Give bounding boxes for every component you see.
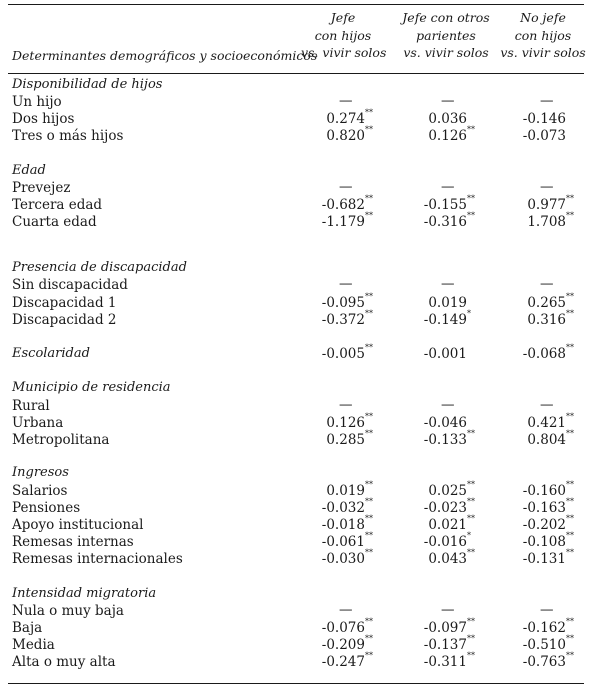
reference-dash: — bbox=[339, 179, 353, 195]
coefficient-value: 0.285 bbox=[326, 432, 365, 448]
group-heading bbox=[0, 380, 595, 397]
column-header-line: con hijos bbox=[514, 27, 572, 43]
group-label: Presencia de discapacidad bbox=[12, 260, 187, 275]
significance-marker: ** bbox=[467, 194, 475, 203]
row-label: Alta o muy alta bbox=[12, 654, 116, 670]
column-header-line: con hijos bbox=[314, 27, 372, 43]
column-header-line: Jefe bbox=[330, 10, 356, 25]
coefficient-value: 0.804 bbox=[527, 432, 566, 448]
significance-marker: ** bbox=[566, 514, 574, 523]
significance-marker: ** bbox=[467, 548, 475, 557]
coefficient-value: 0.316 bbox=[527, 312, 566, 328]
bottom-rule bbox=[8, 683, 584, 684]
significance-marker: ** bbox=[566, 292, 574, 301]
row-label: Apoyo institucional bbox=[12, 517, 144, 533]
row-label: Discapacidad 1 bbox=[12, 295, 117, 311]
significance-marker: ** bbox=[365, 412, 373, 421]
reference-dash: — bbox=[540, 602, 554, 618]
coefficient-value: -0.023 bbox=[423, 500, 467, 516]
row-label: Urbana bbox=[12, 415, 64, 431]
row-label: Remesas internas bbox=[12, 534, 134, 550]
group-heading bbox=[0, 77, 595, 94]
reference-dash: — bbox=[339, 276, 353, 292]
significance-marker: ** bbox=[467, 125, 475, 134]
column-header-2 bbox=[398, 9, 494, 62]
coefficient-value: -0.046 bbox=[423, 415, 467, 431]
table-row bbox=[0, 125, 595, 145]
table-row bbox=[0, 617, 595, 637]
significance-marker: ** bbox=[566, 194, 574, 203]
significance-marker: ** bbox=[365, 651, 373, 660]
group-heading bbox=[0, 163, 595, 180]
significance-marker: ** bbox=[566, 412, 574, 421]
significance-marker: ** bbox=[566, 617, 574, 626]
reference-dash: — bbox=[339, 93, 353, 109]
row-label: Sin discapacidad bbox=[12, 277, 128, 293]
table-row bbox=[0, 309, 595, 329]
significance-marker: ** bbox=[467, 211, 475, 220]
table-row bbox=[0, 429, 595, 449]
significance-marker: ** bbox=[566, 343, 574, 352]
table-row bbox=[0, 292, 595, 312]
significance-marker: ** bbox=[566, 309, 574, 318]
table-row bbox=[0, 634, 595, 654]
significance-marker: ** bbox=[365, 343, 373, 352]
group-heading bbox=[0, 465, 595, 482]
column-header-line: vs. vivir solos bbox=[301, 45, 387, 60]
coefficient-value: -0.202 bbox=[522, 517, 566, 533]
significance-marker: ** bbox=[566, 480, 574, 489]
table-row bbox=[0, 194, 595, 214]
reference-dash: — bbox=[540, 397, 554, 413]
table-row bbox=[0, 277, 595, 294]
significance-marker: ** bbox=[365, 429, 373, 438]
significance-marker: ** bbox=[365, 497, 373, 506]
coefficient-value: -0.311 bbox=[423, 654, 467, 670]
row-label: Metropolitana bbox=[12, 432, 110, 448]
group-label: Disponibilidad de hijos bbox=[12, 77, 163, 92]
significance-marker: ** bbox=[365, 480, 373, 489]
table-row bbox=[0, 497, 595, 517]
row-label: Nula o muy baja bbox=[12, 603, 124, 619]
significance-marker: ** bbox=[566, 651, 574, 660]
significance-marker: ** bbox=[365, 514, 373, 523]
column-header-3 bbox=[497, 9, 589, 62]
group-label: Municipio de residencia bbox=[12, 380, 171, 395]
table-row bbox=[0, 603, 595, 620]
reference-dash: — bbox=[441, 397, 455, 413]
significance-marker: ** bbox=[365, 617, 373, 626]
column-header-line: vs. vivir solos bbox=[500, 45, 586, 60]
top-rule bbox=[8, 4, 584, 5]
coefficient-value: -0.155 bbox=[423, 197, 467, 213]
row-label: Tercera edad bbox=[12, 197, 103, 213]
significance-marker: ** bbox=[566, 531, 574, 540]
row-label: Rural bbox=[12, 398, 50, 414]
reference-dash: — bbox=[441, 179, 455, 195]
group-label: Ingresos bbox=[12, 465, 69, 480]
table-row bbox=[0, 548, 595, 568]
group-label: Escolaridad bbox=[12, 346, 90, 361]
significance-marker: ** bbox=[365, 194, 373, 203]
coefficient-value: -1.179 bbox=[321, 214, 365, 230]
coefficient-value: -0.095 bbox=[321, 295, 365, 311]
coefficient-value: -0.032 bbox=[321, 500, 365, 516]
significance-marker: ** bbox=[566, 211, 574, 220]
row-label: Salarios bbox=[12, 483, 68, 499]
coefficient-value: -0.163 bbox=[522, 500, 566, 516]
reference-dash: — bbox=[540, 276, 554, 292]
row-label: Remesas internacionales bbox=[12, 551, 183, 567]
coefficient-value: -0.030 bbox=[321, 551, 365, 567]
significance-marker: ** bbox=[365, 292, 373, 301]
coefficient-value: 0.820 bbox=[326, 128, 365, 144]
coefficient-value: 0.421 bbox=[527, 415, 566, 431]
significance-marker: ** bbox=[365, 548, 373, 557]
row-label: Media bbox=[12, 637, 55, 653]
group-label: Intensidad migratoria bbox=[12, 586, 157, 601]
coefficient-value: -0.247 bbox=[321, 654, 365, 670]
row-label: Discapacidad 2 bbox=[12, 312, 117, 328]
reference-dash: — bbox=[441, 276, 455, 292]
coefficient-value: 0.025 bbox=[428, 483, 467, 499]
significance-marker: ** bbox=[566, 634, 574, 643]
table-row bbox=[0, 412, 595, 432]
table-row bbox=[0, 480, 595, 500]
coefficient-value: 0.036 bbox=[428, 111, 467, 127]
group-label: Edad bbox=[12, 163, 46, 178]
reference-dash: — bbox=[339, 602, 353, 618]
coefficient-value: -0.209 bbox=[321, 637, 365, 653]
coefficient-value: 0.126 bbox=[428, 128, 467, 144]
significance-marker: ** bbox=[467, 480, 475, 489]
coefficient-value: -0.005 bbox=[321, 346, 365, 362]
coefficient-value: 1.708 bbox=[527, 214, 566, 230]
table-row bbox=[0, 108, 595, 128]
significance-marker: * bbox=[467, 531, 471, 540]
coefficient-value: -0.108 bbox=[522, 534, 566, 550]
coefficient-value: 0.977 bbox=[527, 197, 566, 213]
significance-marker: ** bbox=[467, 497, 475, 506]
significance-marker: ** bbox=[365, 309, 373, 318]
coefficient-value: -0.001 bbox=[423, 346, 467, 362]
coefficient-value: -0.061 bbox=[321, 534, 365, 550]
significance-marker: ** bbox=[365, 531, 373, 540]
significance-marker: ** bbox=[566, 497, 574, 506]
row-label: Un hijo bbox=[12, 94, 62, 110]
coefficient-value: -0.016 bbox=[423, 534, 467, 550]
coefficient-value: -0.160 bbox=[522, 483, 566, 499]
coefficient-value: -0.133 bbox=[423, 432, 467, 448]
significance-marker: ** bbox=[365, 211, 373, 220]
table-row bbox=[0, 651, 595, 671]
row-header-label: Determinantes demográficos y socioeconómicos bbox=[12, 48, 318, 63]
table-row bbox=[0, 94, 595, 111]
coefficient-value: -0.682 bbox=[321, 197, 365, 213]
coefficient-value: -0.073 bbox=[522, 128, 566, 144]
coefficient-value: -0.076 bbox=[321, 620, 365, 636]
coefficient-value: -0.146 bbox=[522, 111, 566, 127]
row-label: Pensiones bbox=[12, 500, 81, 516]
reference-dash: — bbox=[540, 93, 554, 109]
coefficient-value: -0.097 bbox=[423, 620, 467, 636]
significance-marker: ** bbox=[467, 651, 475, 660]
coefficient-value: 0.274 bbox=[326, 111, 365, 127]
reference-dash: — bbox=[441, 93, 455, 109]
coefficient-value: -0.131 bbox=[522, 551, 566, 567]
coefficient-value: -0.018 bbox=[321, 517, 365, 533]
coefficient-value: 0.043 bbox=[428, 551, 467, 567]
group-heading bbox=[0, 343, 595, 363]
coefficient-value: 0.019 bbox=[326, 483, 365, 499]
significance-marker: ** bbox=[566, 429, 574, 438]
table-row bbox=[0, 514, 595, 534]
coefficient-value: -0.316 bbox=[423, 214, 467, 230]
significance-marker: ** bbox=[365, 108, 373, 117]
table-row bbox=[0, 398, 595, 415]
row-label: Cuarta edad bbox=[12, 214, 97, 230]
coefficient-value: -0.510 bbox=[522, 637, 566, 653]
reference-dash: — bbox=[339, 397, 353, 413]
coefficient-value: -0.372 bbox=[321, 312, 365, 328]
significance-marker: ** bbox=[467, 514, 475, 523]
column-header-line: parientes bbox=[416, 27, 476, 43]
significance-marker: ** bbox=[566, 548, 574, 557]
significance-marker: ** bbox=[467, 634, 475, 643]
table-row bbox=[0, 211, 595, 231]
column-header-line: No jefe bbox=[520, 10, 566, 25]
group-heading bbox=[0, 260, 595, 277]
reference-dash: — bbox=[540, 179, 554, 195]
column-header-1 bbox=[301, 9, 385, 62]
row-label: Tres o más hijos bbox=[12, 128, 124, 144]
column-header-line: Jefe con otros bbox=[402, 10, 490, 25]
header-rule bbox=[8, 73, 584, 74]
coefficient-value: 0.265 bbox=[527, 295, 566, 311]
table-row bbox=[0, 180, 595, 197]
coefficient-value: -0.068 bbox=[522, 346, 566, 362]
coefficient-value: -0.763 bbox=[522, 654, 566, 670]
coefficient-value: 0.126 bbox=[326, 415, 365, 431]
coefficient-value: 0.019 bbox=[428, 295, 467, 311]
row-label: Dos hijos bbox=[12, 111, 75, 127]
row-label: Baja bbox=[12, 620, 43, 636]
row-label: Prevejez bbox=[12, 180, 71, 196]
column-header-line: vs. vivir solos bbox=[403, 45, 489, 60]
coefficient-value: -0.149 bbox=[423, 312, 467, 328]
significance-marker: ** bbox=[467, 617, 475, 626]
significance-marker: * bbox=[467, 309, 471, 318]
group-heading bbox=[0, 586, 595, 603]
reference-dash: — bbox=[441, 602, 455, 618]
table-row bbox=[0, 531, 595, 551]
significance-marker: ** bbox=[467, 429, 475, 438]
significance-marker: ** bbox=[365, 634, 373, 643]
significance-marker: ** bbox=[365, 125, 373, 134]
coefficient-value: -0.137 bbox=[423, 637, 467, 653]
coefficient-value: 0.021 bbox=[428, 517, 467, 533]
coefficient-value: -0.162 bbox=[522, 620, 566, 636]
